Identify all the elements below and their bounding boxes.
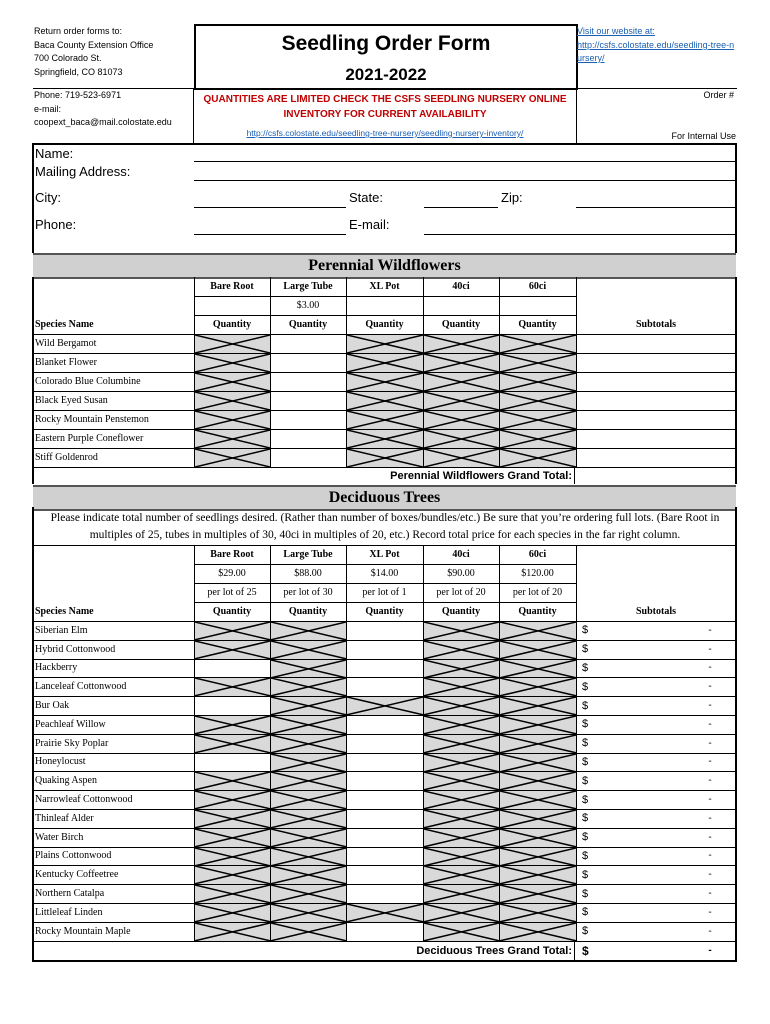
- unavailable-cell: [271, 904, 346, 922]
- website-link[interactable]: http://csfs.colostate.edu/seedling-tree-nursery/: [577, 39, 735, 63]
- species-name: Siberian Elm: [35, 624, 88, 636]
- species-name: Hybrid Cottonwood: [35, 643, 116, 655]
- name-label: Name:: [35, 146, 74, 161]
- unavailable-cell: [195, 923, 270, 941]
- currency-symbol: $: [582, 737, 589, 750]
- unavailable-cell: [500, 754, 576, 772]
- quantity-input[interactable]: [347, 678, 423, 696]
- unavailable-cell: [347, 697, 423, 715]
- unavailable-cell: [424, 373, 499, 391]
- unavailable-cell: [195, 392, 270, 410]
- species-name: Rocky Mountain Maple: [35, 925, 131, 937]
- currency-symbol: $: [582, 755, 589, 768]
- subtotal-value[interactable]: -: [708, 718, 712, 730]
- quantity-input[interactable]: [347, 923, 423, 941]
- species-name: Honeylocust: [35, 756, 86, 768]
- subtotal-value[interactable]: -: [708, 831, 712, 843]
- price-cell: [423, 296, 499, 315]
- phone-label: Phone:: [35, 217, 77, 232]
- species-name: Wild Bergamot: [35, 338, 97, 349]
- column-header: Large Tube: [283, 549, 333, 560]
- row-divider: [194, 602, 576, 603]
- unavailable-cell: [424, 735, 499, 753]
- zip-label: Zip:: [501, 190, 523, 205]
- column-header: 60ci: [528, 549, 547, 560]
- page-title: Seedling Order Form: [281, 32, 491, 55]
- quantity-input[interactable]: [347, 660, 423, 678]
- price-cell: $120.00: [521, 568, 554, 579]
- unavailable-cell: [195, 641, 270, 659]
- unavailable-cell: [347, 411, 423, 429]
- order-number-label: Order #: [703, 90, 734, 100]
- quantity-input[interactable]: [195, 660, 270, 678]
- currency-symbol: $: [582, 849, 589, 862]
- unavailable-cell: [195, 829, 270, 847]
- quantity-input[interactable]: [347, 622, 423, 640]
- currency-symbol: $: [582, 643, 589, 656]
- deciduous-banner: Deciduous Trees: [33, 485, 736, 511]
- currency-symbol: $: [582, 943, 589, 958]
- column-divider: [574, 467, 575, 484]
- quantity-input[interactable]: [271, 392, 346, 410]
- phone-field[interactable]: [194, 234, 346, 235]
- subtotal-value[interactable]: -: [708, 643, 712, 655]
- unavailable-cell: [424, 772, 499, 790]
- name-field[interactable]: [194, 161, 736, 162]
- quantity-input[interactable]: [347, 829, 423, 847]
- unavailable-cell: [500, 866, 576, 884]
- column-header: XL Pot: [369, 281, 400, 292]
- quantity-header: Quantity: [212, 319, 252, 330]
- quantity-input[interactable]: [271, 449, 346, 467]
- unavailable-cell: [500, 430, 576, 448]
- email-label: E-mail:: [349, 217, 390, 232]
- currency-symbol: $: [582, 812, 589, 825]
- city-field[interactable]: [194, 207, 346, 208]
- unavailable-cell: [195, 772, 270, 790]
- lot-size-cell: per lot of 1: [362, 587, 407, 598]
- unavailable-cell: [424, 678, 499, 696]
- unavailable-cell: [500, 791, 576, 809]
- unavailable-cell: [195, 716, 270, 734]
- unavailable-cell: [424, 848, 499, 866]
- unavailable-cell: [271, 772, 346, 790]
- unavailable-cell: [195, 848, 270, 866]
- unavailable-cell: [500, 735, 576, 753]
- lot-size-cell: per lot of 20: [436, 587, 486, 598]
- unavailable-cell: [424, 697, 499, 715]
- unavailable-cell: [195, 449, 270, 467]
- quantity-header: Quantity: [288, 606, 328, 617]
- inventory-link[interactable]: http://csfs.colostate.edu/seedling-tree-nursery/seedling-nursery-inventory/: [246, 128, 524, 138]
- quantity-input[interactable]: [347, 735, 423, 753]
- unavailable-cell: [500, 697, 576, 715]
- unavailable-cell: [424, 449, 499, 467]
- row-divider: [194, 564, 576, 565]
- unavailable-cell: [424, 411, 499, 429]
- unavailable-cell: [271, 810, 346, 828]
- column-header: 60ci: [528, 281, 547, 292]
- quantity-input[interactable]: [347, 716, 423, 734]
- quantity-input[interactable]: [347, 848, 423, 866]
- unavailable-cell: [424, 866, 499, 884]
- column-header: Large Tube: [283, 281, 333, 292]
- unavailable-cell: [195, 678, 270, 696]
- lot-size-cell: per lot of 20: [512, 587, 563, 598]
- species-name: Black Eyed Susan: [35, 395, 108, 406]
- city-label: City:: [35, 190, 61, 205]
- unavailable-cell: [347, 430, 423, 448]
- subtotal-value[interactable]: -: [708, 850, 712, 862]
- species-name: Blanket Flower: [35, 357, 97, 368]
- subtotal-value[interactable]: -: [708, 812, 712, 824]
- currency-symbol: $: [582, 887, 589, 900]
- unavailable-cell: [195, 430, 270, 448]
- contact-phone: Phone: 719-523-6971: [34, 90, 122, 100]
- subtotal-value[interactable]: -: [708, 906, 712, 918]
- unavailable-cell: [500, 335, 576, 353]
- zip-field[interactable]: [576, 207, 736, 208]
- quantity-header: Quantity: [288, 319, 328, 330]
- unavailable-cell: [424, 660, 499, 678]
- species-name: Plains Cottonwood: [35, 850, 112, 862]
- return-line: Baca County Extension Office: [34, 39, 154, 50]
- unavailable-cell: [424, 622, 499, 640]
- unavailable-cell: [347, 354, 423, 372]
- contact-info: [34, 89, 172, 130]
- quantity-input[interactable]: [347, 866, 423, 884]
- unavailable-cell: [424, 716, 499, 734]
- customer-info-box: [32, 143, 737, 253]
- unavailable-cell: [195, 866, 270, 884]
- quantity-header: Quantity: [365, 319, 404, 330]
- wildflowers-grand-total-label: Perennial Wildflowers Grand Total:: [390, 469, 572, 482]
- species-name: Quaking Aspen: [35, 775, 97, 787]
- unavailable-cell: [195, 885, 270, 903]
- unavailable-cell: [424, 335, 499, 353]
- unavailable-cell: [347, 335, 423, 353]
- unavailable-cell: [424, 354, 499, 372]
- unavailable-cell: [424, 754, 499, 772]
- quantity-input[interactable]: [271, 430, 346, 448]
- unavailable-cell: [195, 354, 270, 372]
- unavailable-cell: [195, 904, 270, 922]
- quantity-input[interactable]: [347, 791, 423, 809]
- wildflowers-grand-total-value[interactable]: [576, 467, 736, 484]
- quantity-header: Quantity: [441, 319, 481, 330]
- email-field[interactable]: [424, 234, 736, 235]
- currency-symbol: $: [582, 774, 589, 787]
- website-label[interactable]: Visit our website at:: [577, 26, 655, 36]
- currency-symbol: $: [582, 868, 589, 881]
- subtotals-header: Subtotals: [635, 319, 676, 330]
- species-header: Species Name: [35, 606, 94, 617]
- unavailable-cell: [424, 791, 499, 809]
- unavailable-cell: [271, 716, 346, 734]
- species-name: Stiff Goldenrod: [35, 452, 98, 463]
- species-name: Rocky Mountain Penstemon: [35, 414, 149, 425]
- unavailable-cell: [271, 754, 346, 772]
- quantity-input[interactable]: [271, 411, 346, 429]
- quantity-header: Quantity: [365, 606, 404, 617]
- unavailable-cell: [195, 791, 270, 809]
- form-year: 2021-2022: [345, 65, 427, 84]
- subtotal-value[interactable]: -: [708, 869, 712, 881]
- lot-size-cell: per lot of 25: [207, 587, 257, 598]
- deciduous-grand-total-label: Deciduous Trees Grand Total:: [416, 944, 572, 957]
- quantity-input[interactable]: [347, 754, 423, 772]
- unavailable-cell: [500, 716, 576, 734]
- species-name: Narrowleaf Cottonwood: [35, 794, 133, 806]
- state-label: State:: [349, 190, 383, 205]
- unavailable-cell: [424, 923, 499, 941]
- species-name: Hackberry: [35, 662, 78, 674]
- unavailable-cell: [500, 411, 576, 429]
- species-name: Colorado Blue Columbine: [35, 376, 141, 387]
- price-cell: [194, 296, 270, 315]
- subtotal-value[interactable]: -: [708, 681, 712, 693]
- subtotal-value[interactable]: -: [708, 756, 712, 768]
- subtotals-header: Subtotals: [635, 606, 676, 617]
- quantity-input[interactable]: [271, 354, 346, 372]
- unavailable-cell: [195, 373, 270, 391]
- subtotal-value[interactable]: -: [708, 775, 712, 787]
- unavailable-cell: [271, 622, 346, 640]
- currency-symbol: $: [582, 661, 589, 674]
- return-address: [34, 25, 153, 79]
- unavailable-cell: [271, 848, 346, 866]
- unavailable-cell: [347, 392, 423, 410]
- unavailable-cell: [347, 449, 423, 467]
- lot-size-cell: per lot of 30: [283, 587, 333, 598]
- species-name: Thinleaf Alder: [35, 812, 94, 824]
- return-line: 700 Colorado St.: [34, 53, 102, 63]
- row-divider: [33, 545, 736, 546]
- unavailable-cell: [500, 810, 576, 828]
- unavailable-cell: [500, 848, 576, 866]
- unavailable-cell: [500, 622, 576, 640]
- species-header: Species Name: [35, 319, 94, 330]
- unavailable-cell: [347, 373, 423, 391]
- unavailable-cell: [347, 904, 423, 922]
- unavailable-cell: [195, 335, 270, 353]
- unavailable-cell: [424, 430, 499, 448]
- quantity-input[interactable]: [195, 697, 270, 715]
- currency-symbol: $: [582, 624, 589, 637]
- row-divider: [194, 583, 576, 584]
- quantity-input[interactable]: [347, 772, 423, 790]
- state-field[interactable]: [424, 207, 498, 208]
- unavailable-cell: [271, 885, 346, 903]
- currency-symbol: $: [582, 925, 589, 938]
- unavailable-cell: [195, 810, 270, 828]
- price-cell: $90.00: [447, 568, 475, 579]
- subtotal-value[interactable]: -: [708, 737, 712, 749]
- currency-symbol: $: [582, 831, 589, 844]
- species-name: Bur Oak: [35, 700, 70, 712]
- unavailable-cell: [195, 622, 270, 640]
- unavailable-cell: [500, 885, 576, 903]
- subtotal-value[interactable]: -: [708, 925, 712, 937]
- column-header: 40ci: [452, 549, 470, 560]
- quantity-header: Quantity: [518, 606, 557, 617]
- quantity-input[interactable]: [347, 810, 423, 828]
- species-name: Kentucky Coffeetree: [35, 869, 119, 881]
- contact-email-label: e-mail:: [34, 103, 62, 114]
- return-line: Return order forms to:: [34, 26, 123, 36]
- availability-notice: QUANTITIES ARE LIMITED CHECK THE CSFS SEEDLING NURSERY ONLINE INVENTORY FOR CURRENT AVAILABILITY: [203, 94, 567, 120]
- subtotal-value[interactable]: -: [708, 794, 712, 806]
- price-cell: $3.00: [296, 300, 320, 311]
- unavailable-cell: [271, 866, 346, 884]
- column-header: Bare Root: [210, 281, 254, 292]
- quantity-input[interactable]: [347, 641, 423, 659]
- subtotal-value[interactable]: -: [708, 888, 712, 900]
- column-divider: [576, 545, 577, 941]
- quantity-input[interactable]: [195, 754, 270, 772]
- unavailable-cell: [500, 829, 576, 847]
- unavailable-cell: [424, 392, 499, 410]
- unavailable-cell: [424, 904, 499, 922]
- unavailable-cell: [424, 810, 499, 828]
- unavailable-cell: [271, 735, 346, 753]
- currency-symbol: $: [582, 906, 589, 919]
- unavailable-cell: [500, 373, 576, 391]
- species-name: Prairie Sky Poplar: [35, 737, 109, 749]
- unavailable-cell: [271, 791, 346, 809]
- species-name: Eastern Purple Coneflower: [35, 433, 144, 444]
- mailing-field[interactable]: [194, 180, 736, 181]
- species-name: Lanceleaf Cottonwood: [35, 681, 127, 693]
- quantity-input[interactable]: [271, 335, 346, 353]
- unavailable-cell: [271, 829, 346, 847]
- unavailable-cell: [271, 678, 346, 696]
- unavailable-cell: [500, 904, 576, 922]
- unavailable-cell: [500, 660, 576, 678]
- mailing-label: Mailing Address:: [35, 164, 131, 179]
- unavailable-cell: [271, 641, 346, 659]
- row-divider: [194, 296, 576, 297]
- quantity-input[interactable]: [271, 373, 346, 391]
- internal-use-label: For Internal Use: [671, 131, 736, 141]
- unavailable-cell: [500, 392, 576, 410]
- wildflowers-banner: Perennial Wildflowers: [33, 253, 736, 279]
- quantity-header: Quantity: [212, 606, 252, 617]
- price-cell: $88.00: [294, 568, 322, 579]
- price-cell: [499, 296, 576, 315]
- column-header: 40ci: [452, 281, 470, 292]
- subtotal-value[interactable]: -: [708, 700, 712, 712]
- unavailable-cell: [271, 923, 346, 941]
- column-header: XL Pot: [369, 549, 400, 560]
- price-cell: [346, 296, 423, 315]
- species-name: Littleleaf Linden: [35, 906, 103, 918]
- unavailable-cell: [271, 697, 346, 715]
- unavailable-cell: [500, 449, 576, 467]
- unavailable-cell: [500, 678, 576, 696]
- deciduous-grand-total-value[interactable]: -: [708, 945, 712, 956]
- row-divider: [194, 315, 576, 316]
- column-divider: [574, 941, 575, 960]
- species-name: Water Birch: [35, 831, 84, 843]
- currency-symbol: $: [582, 699, 589, 712]
- currency-symbol: $: [582, 793, 589, 806]
- unavailable-cell: [500, 923, 576, 941]
- quantity-header: Quantity: [441, 606, 481, 617]
- unavailable-cell: [195, 735, 270, 753]
- species-name: Peachleaf Willow: [35, 718, 106, 730]
- column-header: Bare Root: [210, 549, 254, 560]
- unavailable-cell: [424, 641, 499, 659]
- unavailable-cell: [424, 829, 499, 847]
- unavailable-cell: [195, 411, 270, 429]
- price-cell: $14.00: [370, 568, 399, 579]
- unavailable-cell: [500, 772, 576, 790]
- subtotal-value[interactable]: -: [708, 662, 712, 674]
- quantity-input[interactable]: [347, 885, 423, 903]
- contact-email: coopext_baca@mail.colostate.edu: [34, 117, 172, 127]
- title-box: [194, 24, 578, 90]
- currency-symbol: $: [582, 718, 589, 731]
- unavailable-cell: [271, 660, 346, 678]
- unavailable-cell: [500, 641, 576, 659]
- deciduous-instructions: Please indicate total number of seedlings desired. (Rather than number of boxes/bundles/etc.) Be sure that you’re ordering full lots. (Bare Root in multiples of 25, tubes in multiples of 30, 40ci in multiples of 20, etc.) Record total price for each species in the far right column.: [50, 512, 720, 541]
- species-name: Northern Catalpa: [35, 888, 105, 900]
- price-cell: $29.00: [218, 568, 246, 579]
- quantity-header: Quantity: [518, 319, 557, 330]
- unavailable-cell: [500, 354, 576, 372]
- unavailable-cell: [424, 885, 499, 903]
- return-line: Springfield, CO 81073: [34, 66, 123, 77]
- subtotal-value[interactable]: -: [708, 624, 712, 636]
- currency-symbol: $: [582, 680, 589, 693]
